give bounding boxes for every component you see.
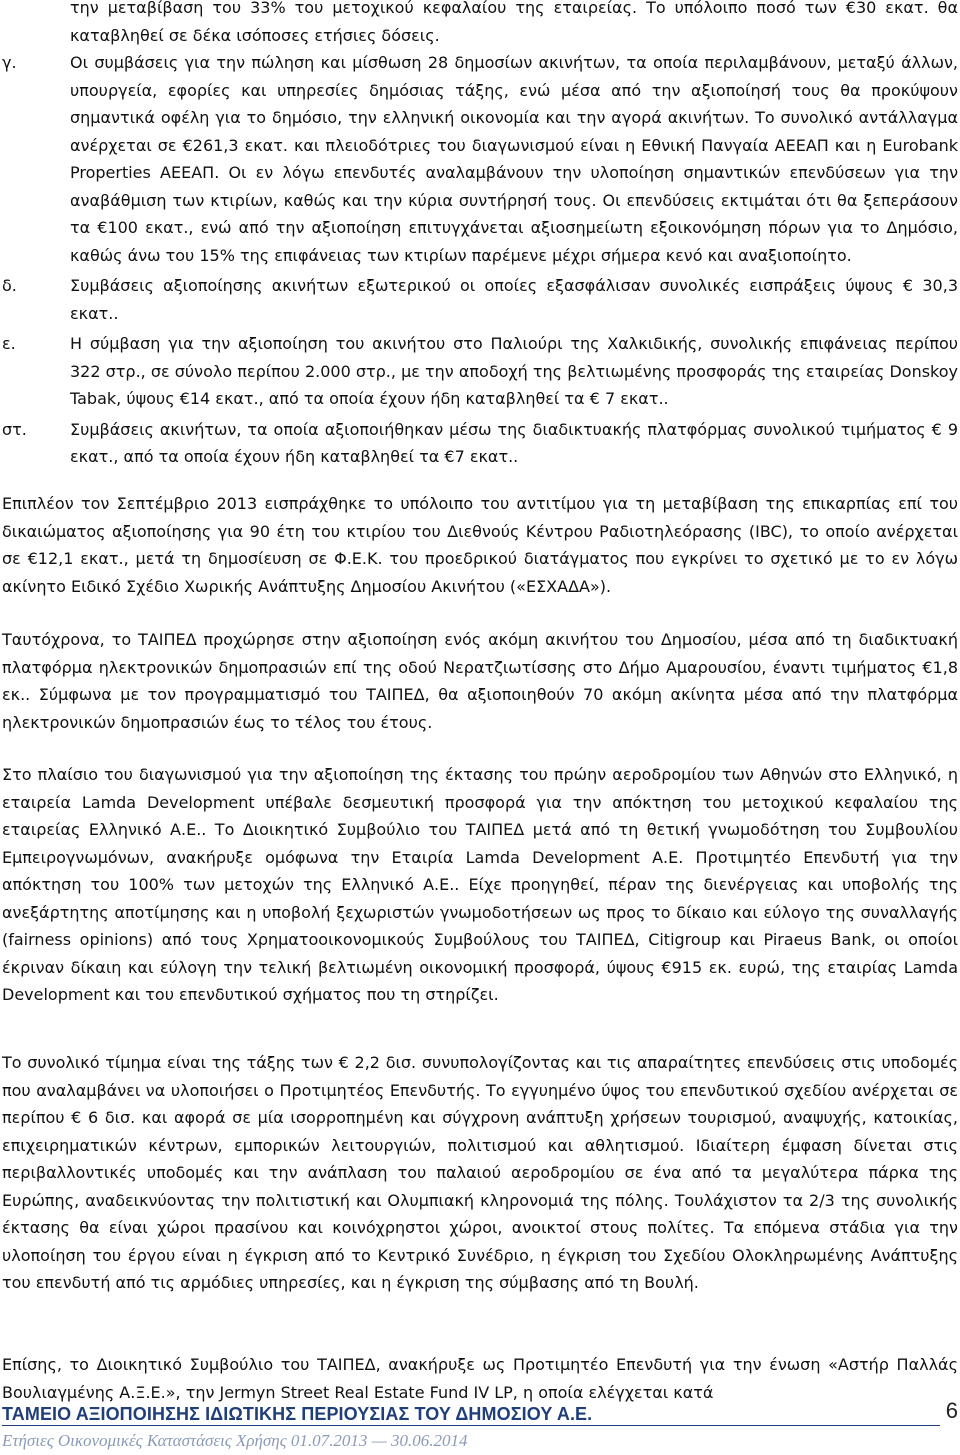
list-item bbox=[2, 330, 958, 413]
list-marker: ε. bbox=[2, 334, 16, 353]
list-item-text: Συμβάσεις ακινήτων, τα οποία αξιοποιήθηκαν μέσω της διαδικτυακής πλατφόρμας συνολικού τιμήματος € 9 εκατ., από τα οποία έχουν ήδη καταβληθεί τα €7 εκατ.. bbox=[70, 419, 958, 466]
paragraph: Στο πλαίσιο του διαγωνισμού για την αξιοποίηση της έκτασης του πρώην αεροδρομίου των Αθηνών στο Ελληνικό, η εταιρεία Lamda Development υπέβαλε δεσμευτική προσφορά για την απόκτηση του μετοχικού κεφαλαίου της εταιρείας Ελληνικό Α.Ε.. Το Διοικητικό Συμβούλιο του ΤΑΙΠΕΔ μετά από τη θετική γνωμοδότηση του Συμβουλίου Εμπειρογνωμόνων, ανακήρυξε ομόφωνα την Εταιρία Lamda Development Α.Ε. Προτιμητέο Επενδυτή για την απόκτηση του 100% των μετοχών της Ελληνικό Α.Ε.. Είχε προηγηθεί, πέραν της διενέργειας και υποβολής της ανεξάρτητης αποτίμησης και η υποβολή ξεχωριστών γνωμοδοτήσεων ως προς το δίκαιο και εύλογο της συναλλαγής (fairness opinions) από τους Χρηματοοικονομικούς Συμβούλους του ΤΑΙΠΕΔ, Citigroup και Piraeus Bank, οι οποίοι έκριναν δίκαιη και εύλογη την τελική βελτιωμένη οικονομική προσφορά, ύψους €915 εκ. ευρώ, της εταιρίας Lamda Development και του επενδυτικού σχήματος που τη στηρίζει. bbox=[2, 765, 958, 1004]
list-marker: στ. bbox=[2, 419, 27, 439]
list-item-text: την μεταβίβαση του 33% του μετοχικού κεφαλαίου της εταιρείας. Το υπόλοιπο ποσό των €30 εκατ. θα καταβληθεί σε δέκα ισόποσες ετήσιες δόσεις. bbox=[70, 0, 958, 45]
list-item bbox=[2, 49, 958, 269]
list-item-continuation bbox=[2, 0, 958, 49]
footer-title: ΤΑΜΕΙΟ ΑΞΙΟΠΟΙΗΣΗΣ ΙΔΙΩΤΙΚΗΣ ΠΕΡΙΟΥΣΙΑΣ ΤΟΥ ΔΗΜΟΣΙΟΥ Α.Ε. bbox=[2, 1404, 940, 1426]
list-item-text: Η σύμβαση για την αξιοποίηση του ακινήτου στο Παλιούρι της Χαλκιδικής, συνολικής επιφάνειας περίπου 322 στρ., σε σύνολο περίπου 2.000 στρ., με την αποδοχή της βελτιωμένης προσφοράς της εταιρείας Donskoy Tabak, ύψους €14 εκατ., από τα οποία έχουν ήδη καταβληθεί τα € 7 εκατ.. bbox=[70, 334, 958, 408]
list-item-text: Συμβάσεις αξιοποίησης ακινήτων εξωτερικού οι οποίες εξασφάλισαν συνολικές εισπράξεις ύψους € 30,3 εκατ.. bbox=[70, 276, 958, 323]
list-marker: δ. bbox=[2, 276, 17, 295]
paragraph: Επιπλέον τον Σεπτέμβριο 2013 εισπράχθηκε το υπόλοιπο του αντιτίμου για τη μεταβίβαση της επικαρπίας επί του δικαιώματος αξιοποίησης για 90 έτη του κτιρίου του Διεθνούς Κέντρου Ραδιοτηλεόρασης (IBC), το οποίο ανέρχεται σε €12,1 εκατ., μετά τη δημοσίευση σε Φ.Ε.Κ. του προεδρικού διατάγματος που εγκρίνει το σχετικό με το εν λόγω ακίνητο Ειδικό Σχέδιο Χωρικής Ανάπτυξης Δημοσίου Ακινήτου («ΕΣΧΑΔΑ»). bbox=[2, 494, 958, 596]
list-item bbox=[2, 272, 958, 327]
paragraph: Επίσης, το Διοικητικό Συμβούλιο του ΤΑΙΠΕΔ, ανακήρυξε ως Προτιμητέο Επενδυτή για την ένωση «Αστήρ Παλλάς Βουλιαγμένης Α.Ξ.Ε.», την Jermyn Street Real Estate Fund IV LP, η οποία ελέγχεται κατά bbox=[2, 1355, 958, 1402]
list-marker: γ. bbox=[2, 53, 17, 72]
numbered-list bbox=[2, 0, 958, 471]
list-item bbox=[2, 416, 958, 471]
list-item-text: Οι συμβάσεις για την πώληση και μίσθωση 28 δημοσίων ακινήτων, τα οποία περιλαμβάνουν, μεταξύ άλλων, υπουργεία, εφορίες και υπηρεσίες δημόσιας τάξης, ενώ μέσα από την αξιοποίησή τους θα προκύψουν σημαντικά οφέλη για το δημόσιο, την ελληνική οικονομία και την αγορά ακινήτων. Το συνολικό αντάλλαγμα ανέρχεται σε €261,3 εκατ. και πλειοδότριες του διαγωνισμού είναι η Εθνική Πανγαία ΑΕΕΑΠ και η Eurobank Properties ΑΕΕΑΠ. Οι εν λόγω επενδυτές αναλαμβάνουν την υλοποίηση σημαντικών επενδύσεων για την αναβάθμιση των κτιρίων, καθώς και την κύρια συντήρησή τους. Οι επενδύσεις εκτιμάται ότι θα ξεπεράσουν τα €100 εκατ., ενώ από την αξιοποίηση επιτυγχάνεται αξιοσημείωτη εξοικονόμηση πόρων για το Δημόσιο, καθώς άνω του 15% της επιφάνειας των κτιρίων παρέμενε μέχρι σήμερα κενό και αναξιοποίητο. bbox=[70, 53, 958, 265]
paragraph: Το συνολικό τίμημα είναι της τάξης των € 2,2 δισ. συνυπολογίζοντας και τις απαραίτητες επενδύσεις στις υποδομές που αναλαμβάνει να υλοποιήσει ο Προτιμητέος Επενδυτής. Το εγγυημένο ύψος του επενδυτικού σχεδίου ανέρχεται σε περίπου € 6 δισ. και αφορά σε μία ισορροπημένη και σύγχρονη ανάπτυξη χρήσεων τουρισμού, αναψυχής, κατοικίας, επιχειρηματικών κέντρων, εμπορικών λειτουργιών, πολιτισμού και αθλητισμού. Ιδιαίτερη έμφαση δίνεται στις περιβαλλοντικές υποδομές και την ανάπλαση του παλαιού αεροδρομίου σε ένα από τα μεγαλύτερα πάρκα της Ευρώπης, αναδεικνύοντας την πολιτιστική και Ολυμπιακή κληρονομιά της πόλης. Τουλάχιστον τα 2/3 της συνολικής έκτασης θα είναι χώροι πρασίνου και κοινόχρηστοι χώροι, ανοικτοί στους πολίτες. Τα επόμενα στάδια για την υλοποίηση του έργου είναι η έγκριση από το Κεντρικό Συνέδριο, η έγκριση του Σχεδίου Ολοκληρωμένης Ανάπτυξης του επενδυτή από τις αρμόδιες υπηρεσίες, και η έγκριση της σύμβασης από τη Βουλή. bbox=[2, 1053, 958, 1292]
footer-subtitle: Ετήσιες Οικονομικές Καταστάσεις Χρήσης 01.07.2013 — 30.06.2014 bbox=[2, 1431, 468, 1450]
paragraph: Ταυτόχρονα, το ΤΑΙΠΕΔ προχώρησε στην αξιοποίηση ενός ακόμη ακινήτου του Δημοσίου, μέσα από τη διαδικτυακή πλατφόρμα ηλεκτρονικών δημοπρασιών επί της οδού Νερατζιωτίσσης στο Δήμο Αμαρουσίου, έναντι τιμήματος €1,8 εκ.. Σύμφωνα με τον προγραμματισμό του ΤΑΙΠΕΔ, θα αξιοποιηθούν 70 ακόμη ακίνητα μέσα από την πλατφόρμα ηλεκτρονικών δημοπρασιών έως το τέλος του έτους. bbox=[2, 630, 958, 732]
page-number: 6 bbox=[945, 1398, 958, 1423]
